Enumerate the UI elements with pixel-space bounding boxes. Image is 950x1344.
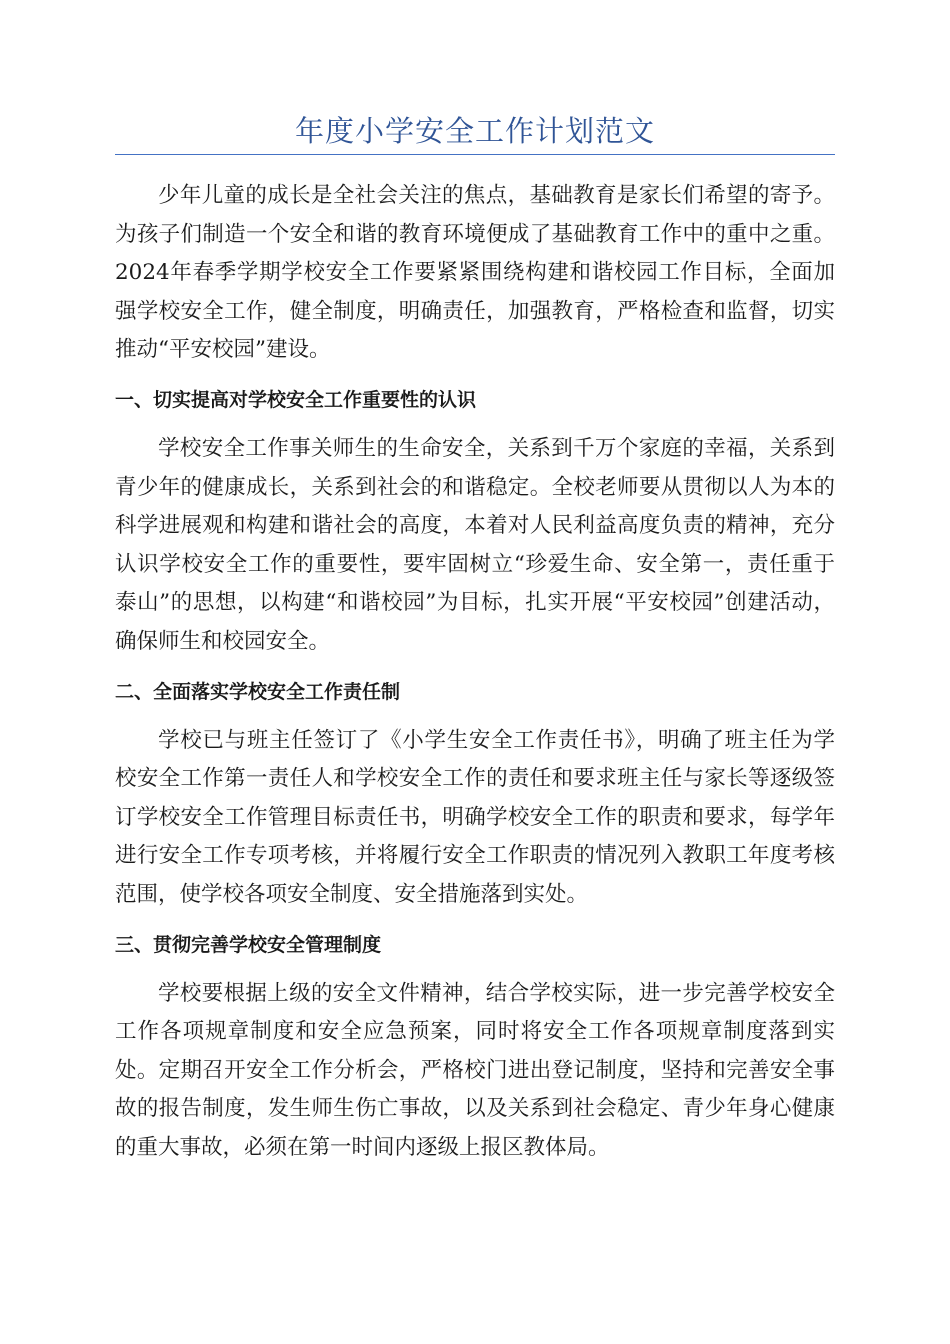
title-underline <box>115 154 835 155</box>
intro-paragraph: 少年儿童的成长是全社会关注的焦点，基础教育是家长们希望的寄予。为孩子们制造一个安全和谐的教育环境便成了基础教育工作中的重中之重。2024年春季学期学校安全工作要紧紧围绕构建和谐校园工作目标，全面加强学校安全工作，健全制度，明确责任，加强教育，严格检查和监督，切实推动“平安校园”建设。 <box>115 183 835 363</box>
section-body-2: 学校已与班主任签订了《小学生安全工作责任书》，明确了班主任为学校安全工作第一责任人和学校安全工作的责任和要求班主任与家长等逐级签订学校安全工作管理目标责任书，明确学校安全工作的职责和要求，每学年进行安全工作专项考核，并将履行安全工作职责的情况列入教职工年度考核范围，使学校各项安全制度、安全措施落到实处。 <box>115 727 835 907</box>
section-body-1: 学校安全工作事关师生的生命安全，关系到千万个家庭的幸福，关系到青少年的健康成长，关系到社会的和谐稳定。全校老师要从贯彻以人为本的科学进展观和构建和谐社会的高度，本着对人民利益高度负责的精神，充分认识学校安全工作的重要性，要牢固树立“珍爱生命、安全第一，责任重于泰山”的思想，以构建“和谐校园”为目标，扎实开展“平安校园”创建活动，确保师生和校园安全。 <box>115 435 835 654</box>
section-body-3: 学校要根据上级的安全文件精神，结合学校实际，进一步完善学校安全工作各项规章制度和安全应急预案，同时将安全工作各项规章制度落到实处。定期召开安全工作分析会，严格校门进出登记制度，坚持和完善安全事故的报告制度，发生师生伤亡事故，以及关系到社会稳定、青少年身心健康的重大事故，必须在第一时间内逐级上报区教体局。 <box>115 980 835 1160</box>
document-page <box>115 108 835 1181</box>
document-title: 年度小学安全工作计划范文 <box>294 114 655 148</box>
section-heading-3: 三、贯彻完善学校安全管理制度 <box>115 933 382 956</box>
section-heading-1: 一、切实提高对学校安全工作重要性的认识 <box>115 388 477 411</box>
section-heading-2: 二、全面落实学校安全工作责任制 <box>115 680 401 703</box>
